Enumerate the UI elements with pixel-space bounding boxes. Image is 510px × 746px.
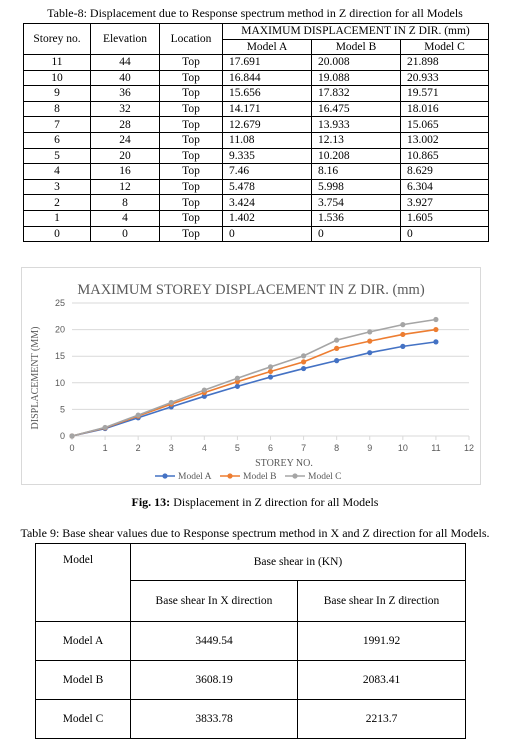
cell-elevation: 0 [91, 226, 160, 242]
cell-elevation: 16 [91, 164, 160, 180]
data-point [334, 346, 339, 351]
legend-label: Model A [178, 472, 212, 482]
cell-model-b: 3.754 [312, 195, 401, 211]
data-point [301, 359, 306, 364]
chart-y-axis-label: DISPLACEMENT (MM) [30, 326, 41, 430]
cell-elevation: 4 [91, 210, 160, 226]
cell-elevation: 36 [91, 86, 160, 102]
cell-model-c: 19.571 [401, 86, 489, 102]
table-row [24, 148, 489, 164]
legend-label: Model B [243, 472, 277, 482]
cell-storey: 10 [24, 70, 91, 86]
data-point [268, 364, 273, 369]
x-tick-label: 4 [201, 443, 207, 453]
table9-caption: Table 9: Base shear values due to Response spectrum method in X and Z direction for all Models. [20, 526, 490, 540]
chart-legend [155, 472, 342, 482]
cell-model-b: 5.998 [312, 179, 401, 195]
chart-y-ticks [55, 298, 65, 441]
cell-location: Top [160, 55, 223, 71]
cell-model-c: 10.865 [401, 148, 489, 164]
data-point [268, 374, 273, 379]
cell-model-c: 1.605 [401, 210, 489, 226]
cell-location: Top [160, 179, 223, 195]
x-tick-label: 6 [267, 443, 274, 453]
series-model-a [69, 339, 438, 438]
table-row [24, 226, 489, 242]
header-model-a: Model A [223, 39, 312, 55]
cell-model-a: 5.478 [223, 179, 312, 195]
cell-model-c: 3.927 [401, 195, 489, 211]
data-point [235, 376, 240, 381]
cell-location: Top [160, 226, 223, 242]
table-row [24, 117, 489, 133]
legend-swatch-marker [227, 473, 232, 478]
cell-model-b: 16.475 [312, 101, 401, 117]
cell-elevation: 12 [91, 179, 160, 195]
cell-model-b: 12.13 [312, 132, 401, 148]
data-point [433, 317, 438, 322]
y-tick-label: 15 [54, 351, 65, 362]
data-point [136, 413, 141, 418]
table-row [24, 86, 489, 102]
series-model-c [69, 317, 438, 439]
header-model-b: Model B [312, 39, 401, 55]
x-tick-label: 3 [168, 443, 174, 453]
series-line [72, 320, 436, 436]
cell-elevation: 24 [91, 132, 160, 148]
header-z-direction: Base shear In Z direction [298, 581, 466, 622]
cell-model-b: 20.008 [312, 55, 401, 71]
legend-swatch-marker [162, 473, 167, 478]
cell-model: Model A [36, 622, 131, 661]
displacement-chart [21, 267, 481, 485]
table-row [24, 101, 489, 117]
cell-model-c: 15.065 [401, 117, 489, 133]
cell-model-a: 0 [223, 226, 312, 242]
cell-model-a: 17.691 [223, 55, 312, 71]
x-tick-label: 7 [301, 443, 307, 453]
cell-storey: 6 [24, 132, 91, 148]
x-tick-label: 11 [431, 443, 441, 453]
cell-location: Top [160, 70, 223, 86]
cell-base-shear-z: 2083.41 [298, 661, 466, 700]
cell-storey: 9 [24, 86, 91, 102]
cell-base-shear-z: 2213.7 [298, 700, 466, 739]
x-tick-label: 1 [102, 443, 108, 453]
x-tick-label: 5 [234, 443, 240, 453]
legend-item [285, 472, 342, 482]
data-point [367, 339, 372, 344]
table-row [24, 70, 489, 86]
cell-elevation: 44 [91, 55, 160, 71]
cell-storey: 2 [24, 195, 91, 211]
cell-base-shear-z: 1991.92 [298, 622, 466, 661]
data-point [367, 329, 372, 334]
cell-model-a: 3.424 [223, 195, 312, 211]
table-row [24, 195, 489, 211]
data-point [301, 353, 306, 358]
figure-label: Fig. 13: [131, 495, 171, 509]
cell-location: Top [160, 86, 223, 102]
cell-location: Top [160, 132, 223, 148]
cell-model-b: 0 [312, 226, 401, 242]
header-model: Model [36, 544, 131, 622]
legend-label: Model C [308, 472, 342, 482]
cell-model-b: 19.088 [312, 70, 401, 86]
cell-model-c: 20.933 [401, 70, 489, 86]
cell-storey: 11 [24, 55, 91, 71]
header-model-c: Model C [401, 39, 489, 55]
table-row [36, 700, 466, 739]
base-shear-table [35, 543, 466, 739]
cell-location: Top [160, 148, 223, 164]
data-point [301, 366, 306, 371]
table-row [24, 132, 489, 148]
data-point [400, 322, 405, 327]
displacement-table-body [24, 55, 489, 242]
cell-model-a: 15.656 [223, 86, 312, 102]
base-shear-table-body [36, 622, 466, 739]
cell-elevation: 40 [91, 70, 160, 86]
cell-model-a: 1.402 [223, 210, 312, 226]
cell-model-b: 10.208 [312, 148, 401, 164]
figure-caption [0, 495, 510, 510]
cell-location: Top [160, 210, 223, 226]
x-tick-label: 2 [135, 443, 141, 453]
x-tick-label: 9 [367, 443, 373, 453]
cell-model-a: 11.08 [223, 132, 312, 148]
header-max-displacement: MAXIMUM DISPLACEMENT IN Z DIR. (mm) [223, 24, 489, 40]
data-point [202, 387, 207, 392]
table-row [24, 55, 489, 71]
cell-model-c: 8.629 [401, 164, 489, 180]
table8-caption: Table-8: Displacement due to Response spectrum method in Z direction for all Models [47, 6, 463, 20]
data-point [268, 369, 273, 374]
table-row [24, 164, 489, 180]
x-tick-label: 10 [397, 443, 408, 453]
chart-x-axis-label: STOREY NO. [255, 458, 313, 469]
y-tick-label: 20 [54, 324, 65, 335]
cell-model-a: 16.844 [223, 70, 312, 86]
cell-model-b: 13.933 [312, 117, 401, 133]
cell-storey: 4 [24, 164, 91, 180]
chart-svg [22, 268, 480, 484]
header-location: Location [160, 24, 223, 55]
x-tick-label: 8 [334, 443, 340, 453]
cell-storey: 0 [24, 226, 91, 242]
table-row [24, 210, 489, 226]
data-point [367, 350, 372, 355]
cell-model-c: 6.304 [401, 179, 489, 195]
table-row [36, 661, 466, 700]
data-point [102, 425, 107, 430]
cell-model-c: 18.016 [401, 101, 489, 117]
legend-item [220, 472, 277, 482]
y-tick-label: 10 [54, 377, 65, 388]
data-point [400, 344, 405, 349]
cell-elevation: 20 [91, 148, 160, 164]
header-elevation: Elevation [91, 24, 160, 55]
cell-model-c: 21.898 [401, 55, 489, 71]
cell-location: Top [160, 101, 223, 117]
cell-storey: 8 [24, 101, 91, 117]
cell-elevation: 8 [91, 195, 160, 211]
data-point [400, 332, 405, 337]
data-point [433, 339, 438, 344]
chart-series [69, 317, 438, 439]
cell-model-c: 13.002 [401, 132, 489, 148]
data-point [235, 384, 240, 389]
cell-storey: 7 [24, 117, 91, 133]
cell-elevation: 32 [91, 101, 160, 117]
cell-model: Model B [36, 661, 131, 700]
cell-storey: 1 [24, 210, 91, 226]
chart-title: MAXIMUM STOREY DISPLACEMENT IN Z DIR. (mm) [77, 282, 425, 298]
y-tick-label: 0 [59, 431, 65, 441]
legend-swatch-marker [292, 473, 297, 478]
cell-model-a: 9.335 [223, 148, 312, 164]
header-base-shear: Base shear in (KN) [131, 544, 466, 581]
displacement-table [23, 23, 489, 242]
data-point [433, 327, 438, 332]
data-point [169, 400, 174, 405]
legend-item [155, 472, 212, 482]
cell-location: Top [160, 195, 223, 211]
header-storey: Storey no. [24, 24, 91, 55]
y-tick-label: 5 [59, 404, 65, 415]
cell-model-a: 7.46 [223, 164, 312, 180]
figure-text: Displacement in Z direction for all Models [170, 495, 379, 509]
chart-x-ticks [69, 443, 474, 453]
cell-model-b: 17.832 [312, 86, 401, 102]
table-row [24, 179, 489, 195]
cell-model-a: 14.171 [223, 101, 312, 117]
cell-location: Top [160, 117, 223, 133]
cell-storey: 5 [24, 148, 91, 164]
cell-model-a: 12.679 [223, 117, 312, 133]
header-x-direction: Base shear In X direction [131, 581, 298, 622]
y-tick-label: 25 [54, 298, 65, 308]
cell-base-shear-x: 3608.19 [131, 661, 298, 700]
x-tick-label: 12 [463, 443, 475, 453]
data-point [334, 358, 339, 363]
cell-base-shear-x: 3449.54 [131, 622, 298, 661]
cell-model-b: 8.16 [312, 164, 401, 180]
x-tick-label: 0 [69, 443, 75, 453]
table-row [36, 622, 466, 661]
cell-location: Top [160, 164, 223, 180]
cell-elevation: 28 [91, 117, 160, 133]
cell-model-c: 0 [401, 226, 489, 242]
cell-model: Model C [36, 700, 131, 739]
cell-model-b: 1.536 [312, 210, 401, 226]
cell-base-shear-x: 3833.78 [131, 700, 298, 739]
data-point [69, 433, 74, 438]
cell-storey: 3 [24, 179, 91, 195]
data-point [334, 338, 339, 343]
